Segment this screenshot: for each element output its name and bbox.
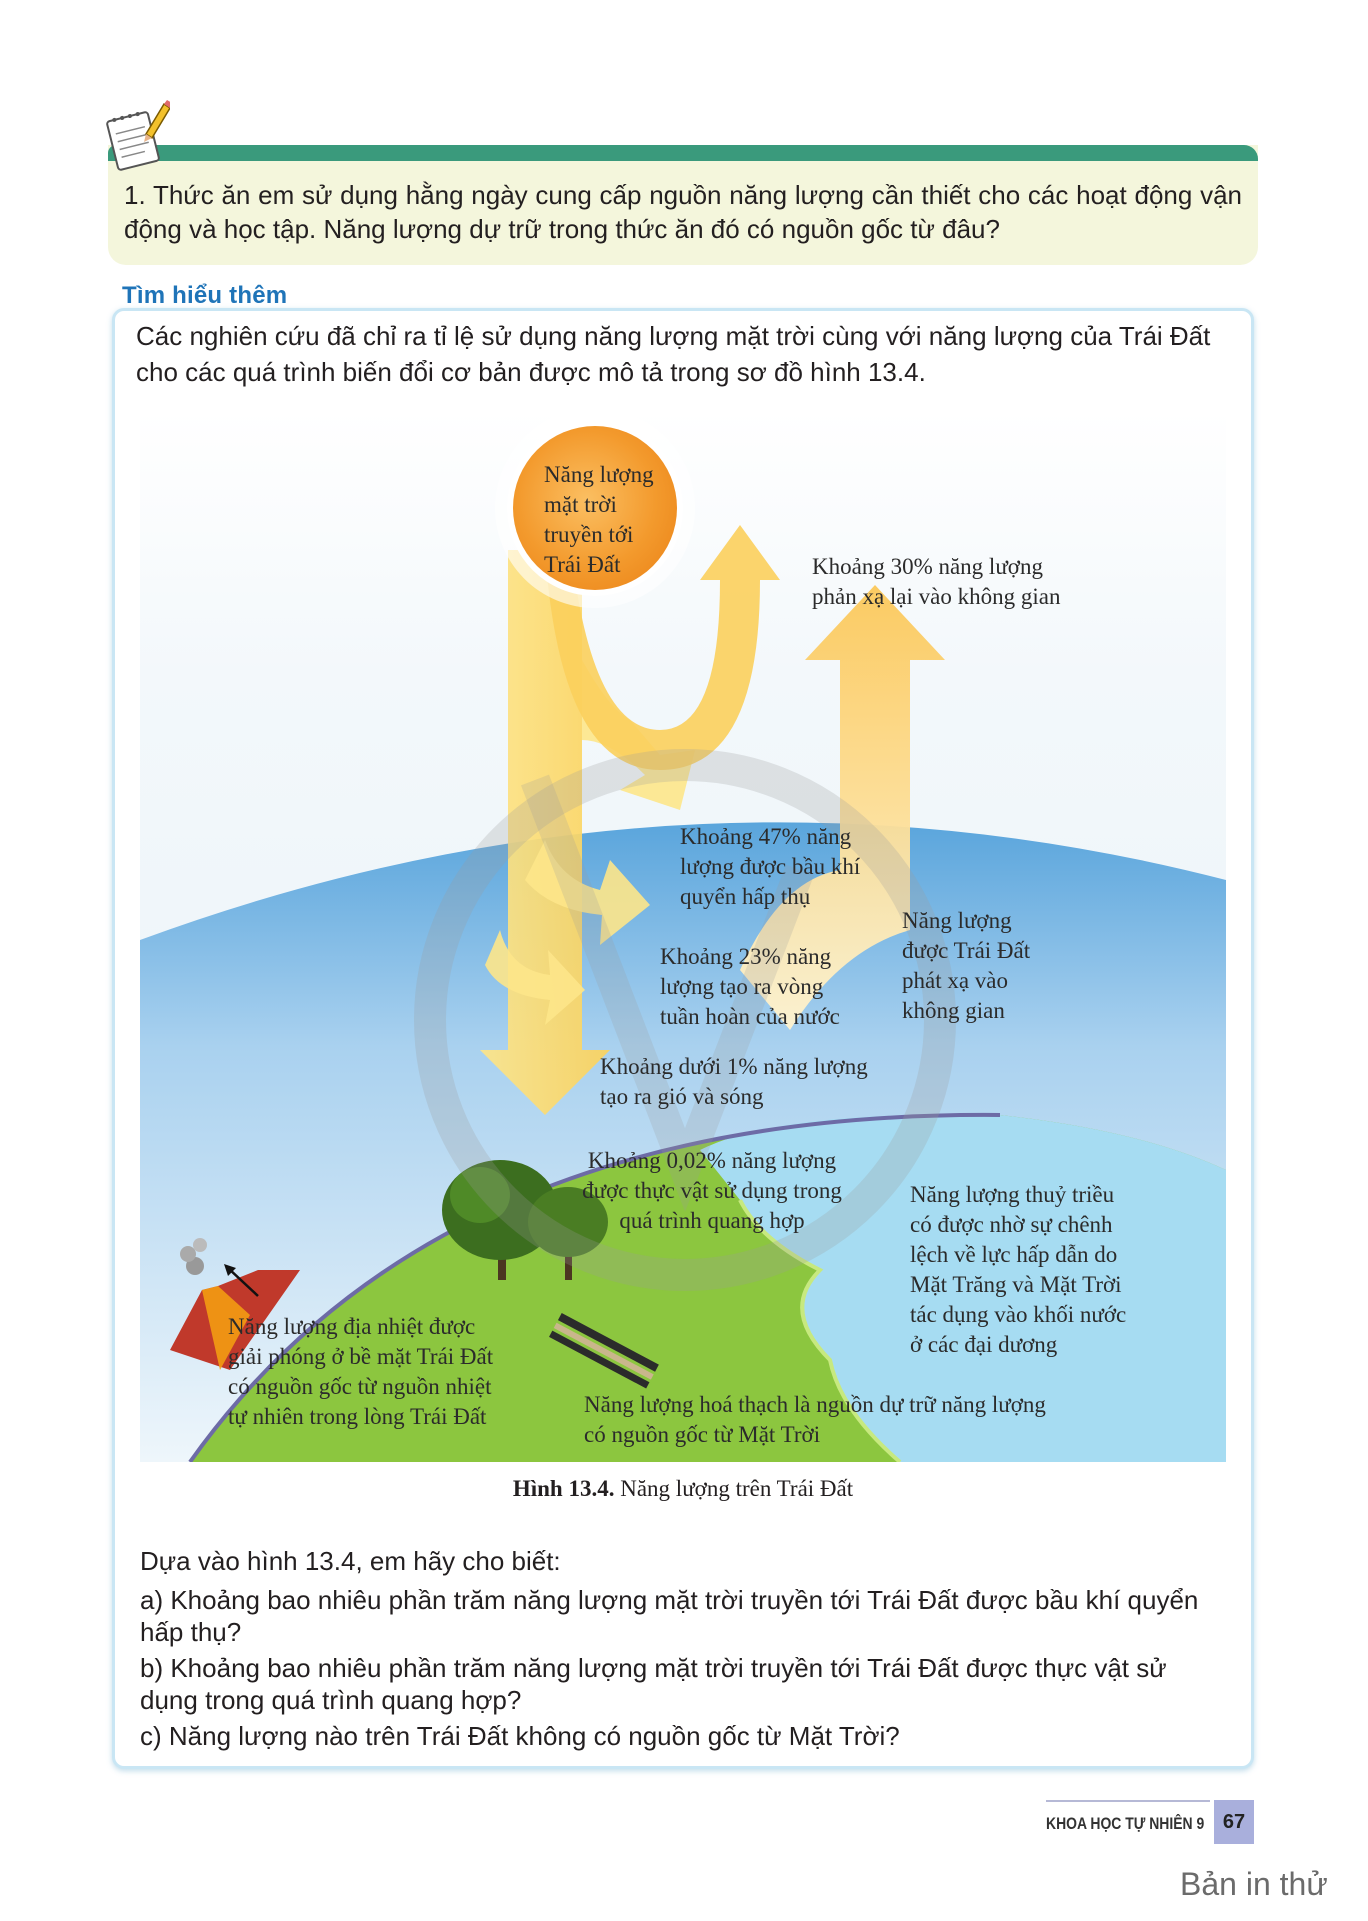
wind-waves-label: Khoảng dưới 1% năng lượng tạo ra gió và sóng [600,1054,868,1109]
figure-caption-number: Hình 13.4. [512,1476,615,1501]
energy-diagram [140,410,1226,1462]
photosynthesis-label: Khoảng 0,02% năng lượng được thực vật sử dụng trong quá trình quang hợp [582,1148,842,1233]
learn-more-intro: Các nghiên cứu đã chỉ ra tỉ lệ sử dụng năng lượng mặt trời cùng với năng lượng của Trái Đất cho các quá trình biến đổi cơ bản được mô tả trong sơ đồ hình 13.4. [136,321,1211,387]
earth-radiated-label: Năng lượng được Trái Đất phát xạ vào không gian [902,908,1031,1023]
question-b: b) Khoảng bao nhiêu phần trăm năng lượng mặt trời truyền tới Trái Đất được thực vật sử dụng trong quá trình quang hợp? [140,1653,1167,1715]
footer-divider [1046,1800,1210,1802]
geothermal-label: Năng lượng địa nhiệt được giải phóng ở bề mặt Trái Đất có nguồn gốc từ nguồn nhiệt tự nhiên trong lòng Trái Đất [228,1314,494,1429]
question-c: c) Năng lượng nào trên Trái Đất không có nguồn gốc từ Mặt Trời? [140,1721,900,1751]
reflected-label: Khoảng 30% năng lượng phản xạ lại vào không gian [812,554,1061,609]
page-number: 67 [1214,1800,1254,1844]
book-title: KHOA HỌC TỰ NHIÊN 9 [1046,1814,1205,1833]
tidal-label: Năng lượng thuỷ triều có được nhờ sự chênh lệch về lực hấp dẫn do Mặt Trăng và Mặt Trời tác dụng vào khối nước ở các đại dương [910,1182,1127,1357]
question-a: a) Khoảng bao nhiêu phần trăm năng lượng mặt trời truyền tới Trái Đất được bầu khí quyển hấp thụ? [140,1585,1199,1647]
figure-caption [140,1476,1226,1502]
atmosphere-label: Khoảng 47% năng lượng được bầu khí quyển hấp thụ [680,824,861,909]
figure-caption-text: Năng lượng trên Trái Đất [614,1476,854,1501]
question-text: 1. Thức ăn em sử dụng hằng ngày cung cấp nguồn năng lượng cần thiết cho các hoạt động vận động và học tập. Năng lượng dự trữ trong thức ăn đó có nguồn gốc từ đâu? [124,180,1242,244]
questions-intro: Dựa vào hình 13.4, em hãy cho biết: [140,1546,561,1576]
notepad-pencil-icon [106,100,170,172]
question-header-bar [108,145,1258,161]
learn-more-title: Tìm hiểu thêm [122,282,288,309]
water-cycle-label: Khoảng 23% năng lượng tạo ra vòng tuần hoàn của nước [660,944,840,1029]
fossil-label: Năng lượng hoá thạch là nguồn dự trữ năng lượng có nguồn gốc từ Mặt Trời [584,1392,1046,1447]
watermark-text: Bản in thử [1180,1866,1328,1902]
sun-label: Năng lượng mặt trời truyền tới Trái Đất [544,462,654,577]
